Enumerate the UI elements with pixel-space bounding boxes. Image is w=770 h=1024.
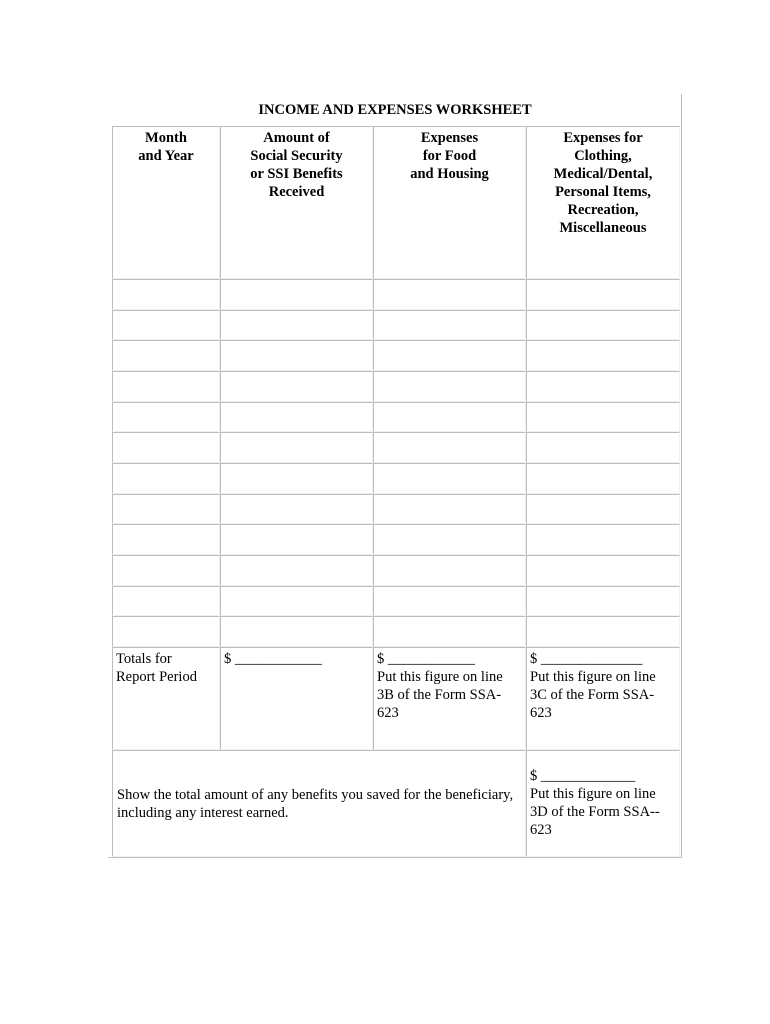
entry-cell-benefits-received[interactable] (220, 555, 373, 586)
entry-cell-clothing-misc[interactable] (526, 310, 680, 341)
savings-amount-blank: $ _____________ (530, 768, 636, 784)
header-line: Month (145, 130, 187, 146)
entry-cell-clothing-misc[interactable] (526, 432, 680, 463)
entry-cell-month-year[interactable] (112, 524, 220, 555)
entry-cell-month-year[interactable] (112, 402, 220, 433)
entry-cell-clothing-misc[interactable] (526, 371, 680, 402)
totals-benefits-cell[interactable] (220, 647, 373, 750)
entry-cell-food-housing[interactable] (373, 402, 526, 433)
entry-cell-clothing-misc[interactable] (526, 494, 680, 525)
totals-label-cell (112, 647, 220, 750)
entry-cell-food-housing[interactable] (373, 340, 526, 371)
instruction-line: 3D of the Form SSA-- (530, 804, 660, 820)
entry-cell-month-year[interactable] (112, 279, 220, 310)
entry-cell-food-housing[interactable] (373, 279, 526, 310)
entry-cell-month-year[interactable] (112, 586, 220, 617)
totals-clothing-misc-blank: $ ______________ (530, 651, 643, 667)
header-line: for Food (422, 148, 477, 164)
header-line: Medical/Dental, (553, 166, 653, 182)
entry-cell-benefits-received[interactable] (220, 371, 373, 402)
header-line: and Housing (410, 166, 489, 182)
instruction-line: 623 (530, 822, 552, 838)
header-benefits-received (220, 126, 373, 279)
instruction-line: Put this figure on line (530, 669, 656, 685)
instruction-line: 623 (530, 705, 552, 721)
entry-cell-food-housing[interactable] (373, 371, 526, 402)
entry-cell-food-housing[interactable] (373, 432, 526, 463)
table-right-edge (681, 94, 682, 858)
instruction-line: Put this figure on line (377, 669, 503, 685)
entry-cell-food-housing[interactable] (373, 310, 526, 341)
header-line: and Year (138, 148, 194, 164)
totals-label-line: Report Period (116, 669, 197, 685)
header-line: Received (268, 184, 325, 200)
worksheet-title: INCOME AND EXPENSES WORKSHEET (258, 102, 532, 118)
entry-cell-clothing-misc[interactable] (526, 463, 680, 494)
totals-benefits-blank: $ ____________ (224, 651, 322, 667)
instruction-line: 623 (377, 705, 399, 721)
entry-cell-benefits-received[interactable] (220, 463, 373, 494)
entry-cell-food-housing[interactable] (373, 555, 526, 586)
savings-description: Show the total amount of any benefits you saved for the beneficiary, including any interest earned. (117, 787, 514, 821)
entry-cell-benefits-received[interactable] (220, 340, 373, 371)
entry-cell-food-housing[interactable] (373, 616, 526, 647)
header-line: Amount of (263, 130, 330, 146)
entry-cell-clothing-misc[interactable] (526, 402, 680, 433)
entry-cell-benefits-received[interactable] (220, 524, 373, 555)
entry-cell-month-year[interactable] (112, 463, 220, 494)
entry-cell-food-housing[interactable] (373, 524, 526, 555)
header-line: Miscellaneous (559, 220, 647, 236)
entry-cell-clothing-misc[interactable] (526, 586, 680, 617)
totals-label-line: Totals for (116, 651, 172, 667)
entry-cell-clothing-misc[interactable] (526, 524, 680, 555)
entry-cell-clothing-misc[interactable] (526, 279, 680, 310)
entry-cell-benefits-received[interactable] (220, 432, 373, 463)
entry-cell-clothing-misc[interactable] (526, 555, 680, 586)
header-clothing-misc (526, 126, 680, 279)
header-line: Personal Items, (555, 184, 651, 200)
totals-clothing-misc-cell[interactable] (526, 647, 680, 750)
header-line: Expenses for (563, 130, 643, 146)
table-bottom-edge (108, 857, 682, 858)
entry-cell-clothing-misc[interactable] (526, 616, 680, 647)
header-line: Recreation, (567, 202, 639, 218)
entry-cell-month-year[interactable] (112, 616, 220, 647)
entry-cell-month-year[interactable] (112, 555, 220, 586)
entry-cell-month-year[interactable] (112, 494, 220, 525)
header-line: Clothing, (574, 148, 632, 164)
entry-cell-benefits-received[interactable] (220, 310, 373, 341)
savings-description-cell (112, 750, 526, 857)
entry-cell-month-year[interactable] (112, 310, 220, 341)
entry-cell-benefits-received[interactable] (220, 586, 373, 617)
entry-cell-food-housing[interactable] (373, 494, 526, 525)
entry-cell-benefits-received[interactable] (220, 279, 373, 310)
entry-cell-benefits-received[interactable] (220, 494, 373, 525)
instruction-line: 3B of the Form SSA- (377, 687, 502, 703)
entry-cell-month-year[interactable] (112, 340, 220, 371)
header-line: Social Security (250, 148, 343, 164)
header-line: or SSI Benefits (250, 166, 343, 182)
entry-cell-food-housing[interactable] (373, 586, 526, 617)
totals-food-housing-blank: $ ____________ (377, 651, 475, 667)
header-month-year (112, 126, 220, 279)
savings-amount-cell[interactable] (526, 750, 680, 857)
income-expenses-worksheet (108, 94, 682, 858)
header-food-housing (373, 126, 526, 279)
instruction-line: 3C of the Form SSA- (530, 687, 655, 703)
entry-cell-food-housing[interactable] (373, 463, 526, 494)
header-line: Expenses (420, 130, 479, 146)
entry-cell-month-year[interactable] (112, 432, 220, 463)
entry-cell-benefits-received[interactable] (220, 402, 373, 433)
entry-cell-month-year[interactable] (112, 371, 220, 402)
totals-food-housing-cell[interactable] (373, 647, 526, 750)
entry-cell-clothing-misc[interactable] (526, 340, 680, 371)
entry-cell-benefits-received[interactable] (220, 616, 373, 647)
instruction-line: Put this figure on line (530, 786, 656, 802)
